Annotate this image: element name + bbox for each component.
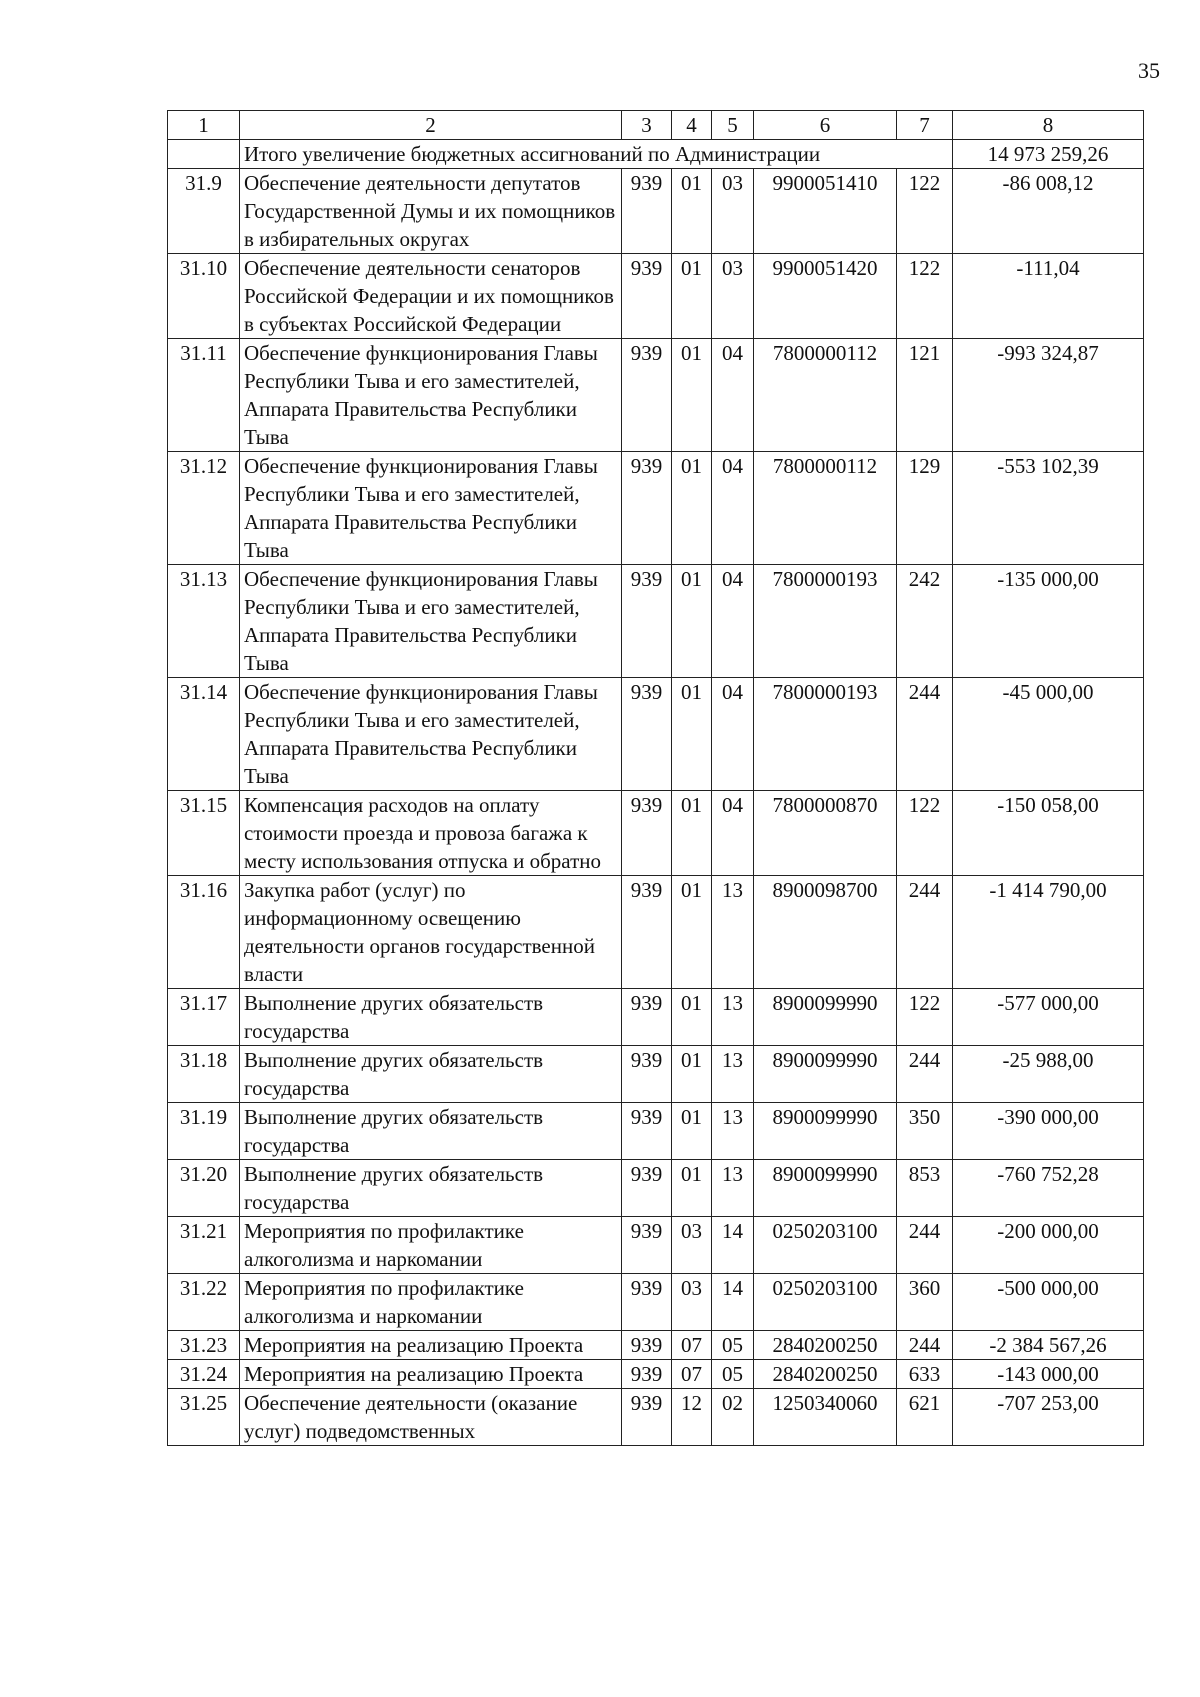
row-code-5: 13 <box>712 876 754 989</box>
row-code-5: 14 <box>712 1274 754 1331</box>
row-code-7: 244 <box>897 876 953 989</box>
row-code-4: 01 <box>672 565 712 678</box>
row-number: 31.21 <box>168 1217 240 1274</box>
row-code-5: 13 <box>712 989 754 1046</box>
row-number: 31.11 <box>168 339 240 452</box>
table-row <box>168 876 1144 989</box>
row-code-7: 350 <box>897 1103 953 1160</box>
row-number: 31.22 <box>168 1274 240 1331</box>
row-code-4: 07 <box>672 1331 712 1360</box>
row-code-3: 939 <box>622 1274 672 1331</box>
budget-table <box>167 110 1144 1446</box>
row-description: Выполнение других обязательств государства <box>240 1103 622 1160</box>
row-number: 31.23 <box>168 1331 240 1360</box>
row-code-5: 05 <box>712 1331 754 1360</box>
row-amount: -150 058,00 <box>953 791 1144 876</box>
column-header: 8 <box>953 111 1144 140</box>
table-row <box>168 1360 1144 1389</box>
row-code-4: 01 <box>672 876 712 989</box>
row-code-4: 01 <box>672 989 712 1046</box>
row-code-6: 7800000112 <box>754 452 897 565</box>
row-description: Закупка работ (услуг) по информационному освещению деятельности органов государственной власти <box>240 876 622 989</box>
header-row <box>168 111 1144 140</box>
column-header: 3 <box>622 111 672 140</box>
row-code-4: 01 <box>672 169 712 254</box>
row-description: Выполнение других обязательств государства <box>240 1046 622 1103</box>
table-row <box>168 1217 1144 1274</box>
row-code-7: 244 <box>897 1331 953 1360</box>
row-code-6: 8900098700 <box>754 876 897 989</box>
row-code-6: 8900099990 <box>754 1103 897 1160</box>
row-code-7: 121 <box>897 339 953 452</box>
table-row <box>168 791 1144 876</box>
row-code-7: 853 <box>897 1160 953 1217</box>
row-code-6: 2840200250 <box>754 1360 897 1389</box>
row-number: 31.15 <box>168 791 240 876</box>
row-number: 31.13 <box>168 565 240 678</box>
row-code-6: 7800000193 <box>754 678 897 791</box>
column-header: 4 <box>672 111 712 140</box>
row-code-3: 939 <box>622 339 672 452</box>
row-code-6: 9900051410 <box>754 169 897 254</box>
row-code-4: 03 <box>672 1274 712 1331</box>
row-code-6: 9900051420 <box>754 254 897 339</box>
row-code-4: 12 <box>672 1389 712 1446</box>
table-row <box>168 1103 1144 1160</box>
row-number: 31.18 <box>168 1046 240 1103</box>
row-amount: -45 000,00 <box>953 678 1144 791</box>
row-code-6: 2840200250 <box>754 1331 897 1360</box>
row-code-6: 8900099990 <box>754 1160 897 1217</box>
row-code-3: 939 <box>622 1046 672 1103</box>
row-description: Обеспечение функционирования Главы Республики Тыва и его заместителей, Аппарата Правительства Республики Тыва <box>240 678 622 791</box>
row-code-7: 633 <box>897 1360 953 1389</box>
row-code-3: 939 <box>622 989 672 1046</box>
row-number: 31.24 <box>168 1360 240 1389</box>
table-row <box>168 1274 1144 1331</box>
row-code-3: 939 <box>622 1331 672 1360</box>
total-amount: 14 973 259,26 <box>953 140 1144 169</box>
row-amount: -2 384 567,26 <box>953 1331 1144 1360</box>
table-row <box>168 254 1144 339</box>
row-code-4: 03 <box>672 1217 712 1274</box>
row-code-7: 129 <box>897 452 953 565</box>
row-code-5: 13 <box>712 1103 754 1160</box>
row-code-6: 1250340060 <box>754 1389 897 1446</box>
column-header: 5 <box>712 111 754 140</box>
row-code-6: 0250203100 <box>754 1274 897 1331</box>
row-amount: -707 253,00 <box>953 1389 1144 1446</box>
row-code-7: 122 <box>897 989 953 1046</box>
table-row <box>168 1389 1144 1446</box>
row-description: Мероприятия на реализацию Проекта <box>240 1360 622 1389</box>
row-number: 31.12 <box>168 452 240 565</box>
row-code-6: 7800000870 <box>754 791 897 876</box>
row-number: 31.19 <box>168 1103 240 1160</box>
column-header: 1 <box>168 111 240 140</box>
table-row <box>168 452 1144 565</box>
row-number: 31.17 <box>168 989 240 1046</box>
table-row <box>168 339 1144 452</box>
row-code-6: 0250203100 <box>754 1217 897 1274</box>
row-number: 31.14 <box>168 678 240 791</box>
row-code-3: 939 <box>622 1360 672 1389</box>
row-description: Мероприятия по профилактике алкоголизма и наркомании <box>240 1217 622 1274</box>
table-row <box>168 1160 1144 1217</box>
row-description: Мероприятия по профилактике алкоголизма и наркомании <box>240 1274 622 1331</box>
row-code-7: 621 <box>897 1389 953 1446</box>
row-code-3: 939 <box>622 452 672 565</box>
row-number: 31.10 <box>168 254 240 339</box>
row-code-5: 04 <box>712 339 754 452</box>
row-amount: -993 324,87 <box>953 339 1144 452</box>
row-number: 31.9 <box>168 169 240 254</box>
row-code-5: 04 <box>712 452 754 565</box>
row-code-7: 122 <box>897 169 953 254</box>
row-amount: -111,04 <box>953 254 1144 339</box>
row-code-4: 01 <box>672 678 712 791</box>
row-code-7: 122 <box>897 791 953 876</box>
row-amount: -1 414 790,00 <box>953 876 1144 989</box>
row-amount: -135 000,00 <box>953 565 1144 678</box>
row-code-3: 939 <box>622 1389 672 1446</box>
row-description: Обеспечение деятельности сенаторов Российской Федерации и их помощников в субъектах Российской Федерации <box>240 254 622 339</box>
row-code-5: 13 <box>712 1160 754 1217</box>
row-code-7: 242 <box>897 565 953 678</box>
row-code-3: 939 <box>622 565 672 678</box>
row-code-4: 01 <box>672 1046 712 1103</box>
row-description: Выполнение других обязательств государства <box>240 1160 622 1217</box>
table-row <box>168 565 1144 678</box>
row-code-6: 8900099990 <box>754 1046 897 1103</box>
row-code-7: 122 <box>897 254 953 339</box>
row-code-5: 02 <box>712 1389 754 1446</box>
row-number: 31.20 <box>168 1160 240 1217</box>
row-amount: -577 000,00 <box>953 989 1144 1046</box>
row-code-3: 939 <box>622 169 672 254</box>
table-row <box>168 678 1144 791</box>
column-header: 2 <box>240 111 622 140</box>
row-amount: -143 000,00 <box>953 1360 1144 1389</box>
row-amount: -200 000,00 <box>953 1217 1144 1274</box>
row-description: Компенсация расходов на оплату стоимости проезда и провоза багажа к месту использования отпуска и обратно <box>240 791 622 876</box>
row-description: Выполнение других обязательств государства <box>240 989 622 1046</box>
row-code-5: 13 <box>712 1046 754 1103</box>
row-code-4: 01 <box>672 339 712 452</box>
row-code-4: 01 <box>672 791 712 876</box>
row-code-3: 939 <box>622 791 672 876</box>
row-code-5: 03 <box>712 254 754 339</box>
row-code-4: 01 <box>672 1103 712 1160</box>
row-description: Мероприятия на реализацию Проекта <box>240 1331 622 1360</box>
row-code-4: 01 <box>672 1160 712 1217</box>
row-code-7: 244 <box>897 1217 953 1274</box>
row-code-6: 7800000112 <box>754 339 897 452</box>
row-code-6: 7800000193 <box>754 565 897 678</box>
row-code-4: 01 <box>672 254 712 339</box>
table-row <box>168 169 1144 254</box>
table-row <box>168 1046 1144 1103</box>
row-description: Обеспечение функционирования Главы Республики Тыва и его заместителей, Аппарата Правительства Республики Тыва <box>240 565 622 678</box>
row-amount: -25 988,00 <box>953 1046 1144 1103</box>
row-description: Обеспечение деятельности депутатов Государственной Думы и их помощников в избирательных округах <box>240 169 622 254</box>
total-label: Итого увеличение бюджетных ассигнований по Администрации <box>240 140 953 169</box>
row-code-6: 8900099990 <box>754 989 897 1046</box>
row-code-4: 01 <box>672 452 712 565</box>
row-code-3: 939 <box>622 254 672 339</box>
page-number: 35 <box>1138 58 1160 83</box>
row-code-3: 939 <box>622 678 672 791</box>
row-code-5: 05 <box>712 1360 754 1389</box>
row-amount: -553 102,39 <box>953 452 1144 565</box>
row-code-3: 939 <box>622 1103 672 1160</box>
column-header: 6 <box>754 111 897 140</box>
row-amount: -500 000,00 <box>953 1274 1144 1331</box>
row-code-3: 939 <box>622 1217 672 1274</box>
row-code-5: 03 <box>712 169 754 254</box>
row-code-3: 939 <box>622 1160 672 1217</box>
table-row <box>168 989 1144 1046</box>
total-empty-cell <box>168 140 240 169</box>
row-description: Обеспечение функционирования Главы Республики Тыва и его заместителей, Аппарата Правительства Республики Тыва <box>240 452 622 565</box>
row-number: 31.16 <box>168 876 240 989</box>
row-code-5: 04 <box>712 678 754 791</box>
row-description: Обеспечение деятельности (оказание услуг) подведомственных <box>240 1389 622 1446</box>
row-description: Обеспечение функционирования Главы Республики Тыва и его заместителей, Аппарата Правительства Республики Тыва <box>240 339 622 452</box>
row-amount: -86 008,12 <box>953 169 1144 254</box>
row-code-7: 244 <box>897 678 953 791</box>
row-amount: -760 752,28 <box>953 1160 1144 1217</box>
row-code-5: 04 <box>712 565 754 678</box>
row-code-7: 360 <box>897 1274 953 1331</box>
row-code-3: 939 <box>622 876 672 989</box>
row-code-7: 244 <box>897 1046 953 1103</box>
row-number: 31.25 <box>168 1389 240 1446</box>
column-header: 7 <box>897 111 953 140</box>
row-code-4: 07 <box>672 1360 712 1389</box>
table-row <box>168 1331 1144 1360</box>
total-row <box>168 140 1144 169</box>
row-amount: -390 000,00 <box>953 1103 1144 1160</box>
row-code-5: 14 <box>712 1217 754 1274</box>
row-code-5: 04 <box>712 791 754 876</box>
